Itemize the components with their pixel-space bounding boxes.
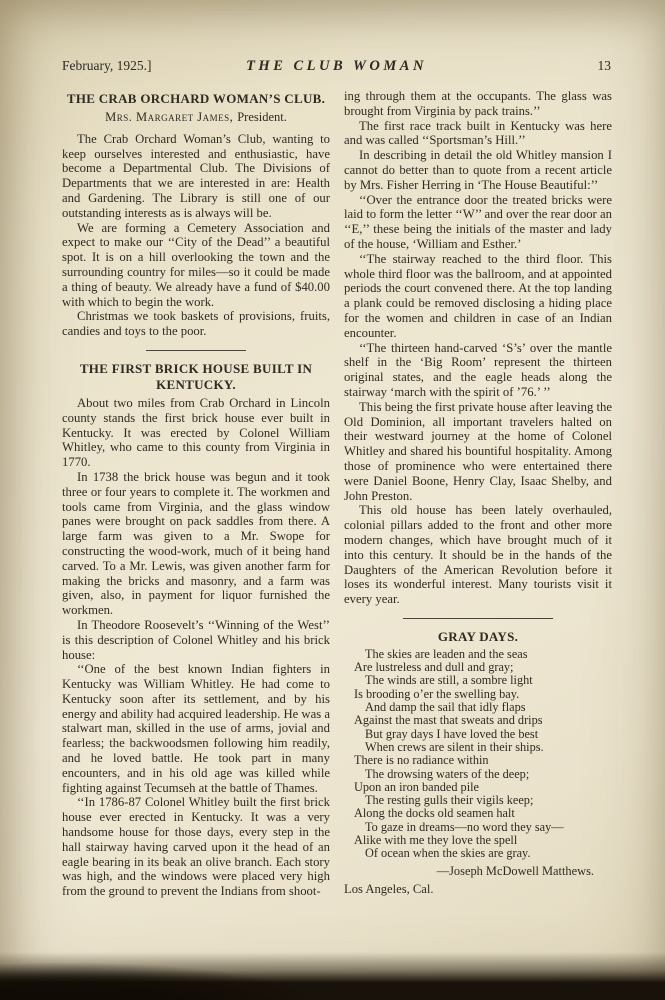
two-column-layout — [62, 89, 612, 899]
poem-line: There is no radiance within — [354, 753, 489, 768]
poem-line: Are lustreless and dull and gray; — [354, 660, 514, 675]
byline-role: President. — [237, 110, 287, 124]
section-divider — [146, 350, 246, 351]
poem-line: Alike with me they love the spell — [354, 833, 518, 848]
poem-line: The skies are leaden and the seas — [365, 646, 528, 661]
section-divider — [403, 618, 553, 619]
article-paragraph: ‘‘One of the best known Indian fighters in Kentucky was William Whitley. He had come to Kentucky soon after its settlement, and by his energy and ability had acquired leadership. He was a stalwart man, skilled in the use of arms, jovial and fearless; the backwoodsmen following him readily, and he loved battle. He took part in many encounters, and in his old age was killed while fighting against Tecumseh at the battle of Thames. — [62, 662, 330, 795]
poem-line: Of ocean when the skies are gray. — [365, 846, 531, 861]
poem-author: —Joseph McDowell Matthews. — [436, 863, 594, 878]
page-header — [62, 58, 611, 75]
byline-name: Mrs. Margaret James, — [105, 110, 234, 124]
poem-line: When crews are silent in their ships. — [365, 739, 544, 754]
journal-title: THE CLUB WOMAN — [246, 58, 427, 74]
article-paragraph: ‘‘Over the entrance door the treated bricks were laid to form the letter ‘‘W’’ and over the rear door an ‘‘E,’’ these being the initials of the master and lady of the house, ‘William and Esther.’ — [344, 192, 612, 251]
article-paragraph: We are forming a Cemetery Association and expect to make our ‘‘City of the Dead’’ a beautiful spot. It is on a hill overlooking the town and the surrounding country for miles—so it could be made a thing of beauty. We already have a fund of $40.00 with which to begin the work. — [62, 220, 330, 309]
article-byline — [62, 110, 330, 125]
poem-line: But gray days I have loved the best — [365, 726, 539, 741]
left-column — [62, 89, 330, 899]
poem-section — [344, 629, 612, 897]
article-paragraph: ‘‘In 1786-87 Colonel Whitley built the first brick house ever erected in Kentucky. It was a very handsome house for those days, every step in the hall stairway having carved upon it the head of an eagle bearing in its beak an olive branch. Each story was high, and the windows were placed very high from the ground to prevent the Indians from shoot- — [62, 795, 330, 899]
poem-line: Along the docks old seamen halt — [354, 806, 515, 821]
poem-line: Is brooding o’er the swelling bay. — [354, 686, 520, 701]
crab-orchard-article — [62, 91, 330, 339]
poem-line: The resting gulls their vigils keep; — [365, 793, 534, 808]
poem-line: The winds are still, a sombre light — [365, 673, 533, 688]
poem-line: The drowsing waters of the deep; — [365, 766, 530, 781]
article-title: THE CRAB ORCHARD WOMAN’S CLUB. — [66, 91, 326, 106]
scan-edge-shadow — [0, 952, 665, 1000]
article-paragraph: This being the first private house after leaving the Old Dominion, all important travelers halted on their westward journey at the home of Colonel Whitley and shared his bountiful hospitality. Among those of prominence who were entertained there were Daniel Boone, Henry Clay, Isaac Shelby, and John Preston. — [344, 399, 612, 503]
poem-body — [344, 648, 612, 861]
article-paragraph: In Theodore Roosevelt’s ‘‘Winning of the West’’ is this description of Colonel Whitley and his brick house: — [62, 617, 330, 662]
poem-line: Against the mast that sweats and drips — [354, 713, 543, 728]
article-paragraph: This old house has been lately overhauled, colonial pillars added to the front and other more modern changes, which have brought much of it into this century. It should be in the hands of the Daughters of the American Revolution before it loses its wonderful interest. Many tourists visit it every year. — [344, 503, 612, 607]
article-title: THE FIRST BRICK HOUSE BUILT IN KENTUCKY. — [79, 360, 313, 392]
article-paragraph: Christmas we took baskets of provisions, fruits, candies and toys to the poor. — [62, 309, 330, 339]
brick-house-article-part2 — [344, 89, 612, 607]
poem-title: GRAY DAYS. — [437, 628, 519, 644]
poem-line: Upon an iron banded pile — [354, 779, 479, 794]
poem-location: Los Angeles, Cal. — [344, 882, 434, 897]
article-paragraph: The first race track built in Kentucky was here and was called ‘‘Sportsman’s Hill.’’ — [344, 118, 612, 148]
article-paragraph: ‘‘The stairway reached to the third floor. This whole third floor was the ballroom, and at appointed periods the court convened there. At the top landing a plank could be removed disclosing a hiding place for the women and children in case of an Indian encounter. — [344, 251, 612, 340]
brick-house-article-part1 — [62, 361, 330, 899]
article-paragraph: ‘‘The thirteen hand-carved ‘S’s’ over the mantle shelf in the ‘Big Room’ represent the thirteen original states, and the eagle heads along the stairway ‘march with the spirit of ’76.’ ’’ — [344, 340, 612, 399]
article-paragraph: The Crab Orchard Woman’s Club, wanting to keep ourselves interested and enthusiastic, have become a Departmental Club. The Divisions of Departments that we are interested in are: Health and Gardening. The Library is still one of our outstanding interests as is always will be. — [62, 131, 330, 220]
article-paragraph: In 1738 the brick house was begun and it took three or four years to complete it. The workmen and tools came from Virginia, and the glass window panes were brought on pack saddles from there. A large farm was given to a Mr. Swope for constructing the wood-work, much of it being hand carved. To a Mr. Lewis, was given another farm for making the bricks and masonry, and a farm was given, also, in payment for liquor furnished the workmen. — [62, 469, 330, 618]
right-column — [344, 89, 612, 899]
issue-date: February, 1925.] — [62, 58, 152, 73]
article-paragraph: About two miles from Crab Orchard in Lincoln county stands the first brick house ever built in Kentucky. It was erected by Colonel William Whitley, who came to this county from Virginia in 1770. — [62, 395, 330, 470]
poem-line: To gaze in dreams—no word they say— — [365, 819, 564, 834]
page-number: 13 — [597, 58, 611, 73]
article-paragraph-continuation: ing through them at the occupants. The glass was brought from Virginia by pack trains.’’ — [344, 89, 612, 118]
article-paragraph: In describing in detail the old Whitley mansion I cannot do better than to quote from a recent article by Mrs. Fisher Herring in ‘The House Beautiful:’’ — [344, 148, 612, 192]
poem-line: And damp the sail that idly flaps — [365, 700, 526, 715]
